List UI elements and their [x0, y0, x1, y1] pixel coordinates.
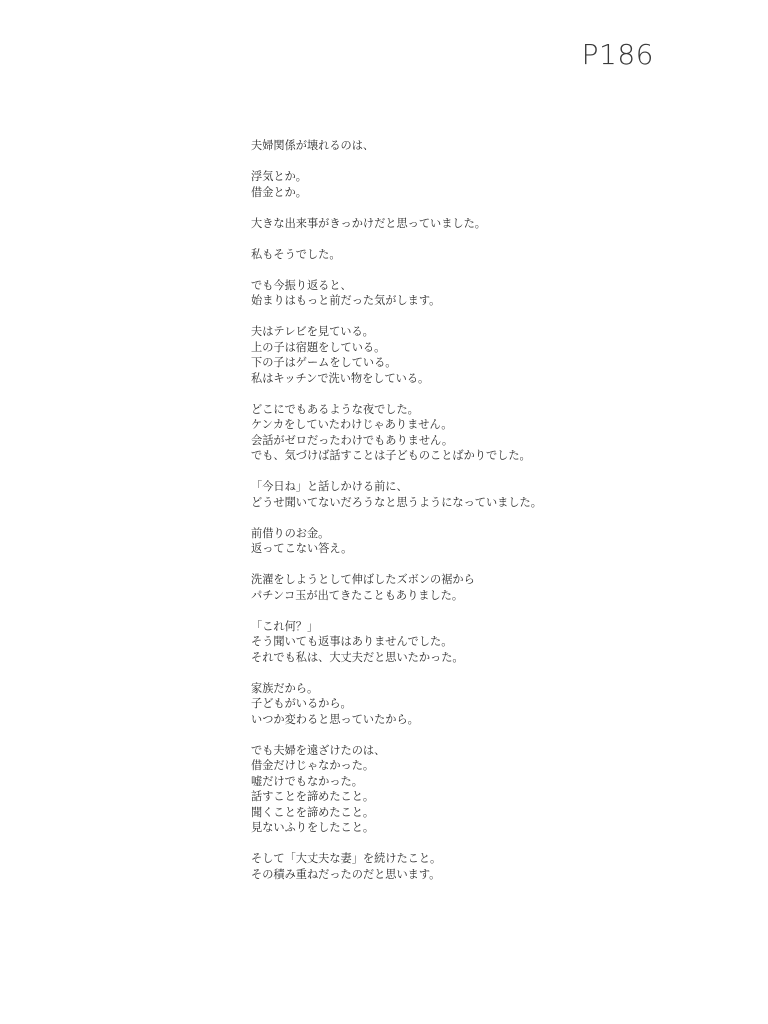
text-line: 私もそうでした。 — [251, 247, 341, 261]
paragraph — [251, 479, 721, 510]
paragraph — [251, 324, 721, 386]
text-line: 嘘だけでもなかった。 — [251, 774, 363, 788]
text-line: 聞くことを諦めたこと。 — [251, 805, 375, 819]
text-line: 「これ何？」 — [251, 619, 319, 633]
paragraph — [251, 851, 721, 882]
text-line: 家族だから。 — [251, 681, 319, 695]
paragraph — [251, 681, 721, 728]
text-line: でも今振り返ると、 — [251, 278, 352, 292]
text-line: 返ってこない答え。 — [251, 542, 353, 555]
text-line: 洗濯をしようとして伸ばしたズボンの裾から — [251, 573, 475, 586]
text-line: その積み重ねだったのだと思います。 — [251, 867, 441, 881]
paragraph — [251, 402, 721, 464]
body-text — [251, 138, 721, 898]
text-line: ケンカをしていたわけじゃありません。 — [251, 418, 453, 431]
text-line: 借金だけじゃなかった。 — [251, 759, 375, 772]
paragraph — [251, 216, 721, 232]
text-line: 私はキッチンで洗い物をしている。 — [251, 371, 430, 385]
paragraph — [251, 169, 721, 200]
text-line: パチンコ玉が出てきたこともありました。 — [251, 588, 464, 602]
page-number: P186 — [581, 38, 654, 71]
text-line: それでも私は、大丈夫だと思いたかった。 — [251, 650, 464, 664]
paragraph — [251, 278, 721, 309]
paragraph — [251, 247, 721, 263]
paragraph — [251, 572, 721, 603]
text-line: 前借りのお金。 — [251, 526, 330, 540]
text-line: 浮気とか。 — [251, 170, 307, 183]
text-line: 借金とか。 — [251, 185, 307, 199]
text-line: 子どもがいるから。 — [251, 697, 352, 710]
text-line: 下の子はゲームをしている。 — [251, 356, 397, 369]
text-line: どうせ聞いてないだろうなと思うようになっていました。 — [251, 495, 542, 509]
text-line: でも、気づけば話すことは子どものことばかりでした。 — [251, 449, 531, 462]
text-line: そして「大丈夫な妻」を続けたこと。 — [251, 852, 442, 865]
text-line: 夫はテレビを見ている。 — [251, 325, 374, 338]
text-line: 会話がゼロだったわけでもありません。 — [251, 433, 454, 447]
paragraph — [251, 619, 721, 666]
text-line: 大きな出来事がきっかけだと思っていました。 — [251, 216, 486, 230]
text-line: 見ないふりをしたこと。 — [251, 821, 375, 834]
text-line: 上の子は宿題をしている。 — [251, 340, 386, 354]
text-line: でも夫婦を遠ざけたのは、 — [251, 743, 386, 757]
text-line: いつか変わると思っていたから。 — [251, 712, 419, 726]
text-line: 夫婦関係が壊れるのは、 — [251, 139, 375, 152]
paragraph — [251, 526, 721, 557]
paragraph — [251, 138, 721, 154]
text-line: どこにでもあるような夜でした。 — [251, 402, 419, 416]
text-line: 話すことを諦めたこと。 — [251, 790, 375, 803]
text-line: 「今日ね」と話しかける前に、 — [251, 480, 408, 493]
text-line: そう聞いても返事はありませんでした。 — [251, 635, 453, 648]
paragraph — [251, 743, 721, 836]
text-line: 始まりはもっと前だった気がします。 — [251, 294, 441, 307]
